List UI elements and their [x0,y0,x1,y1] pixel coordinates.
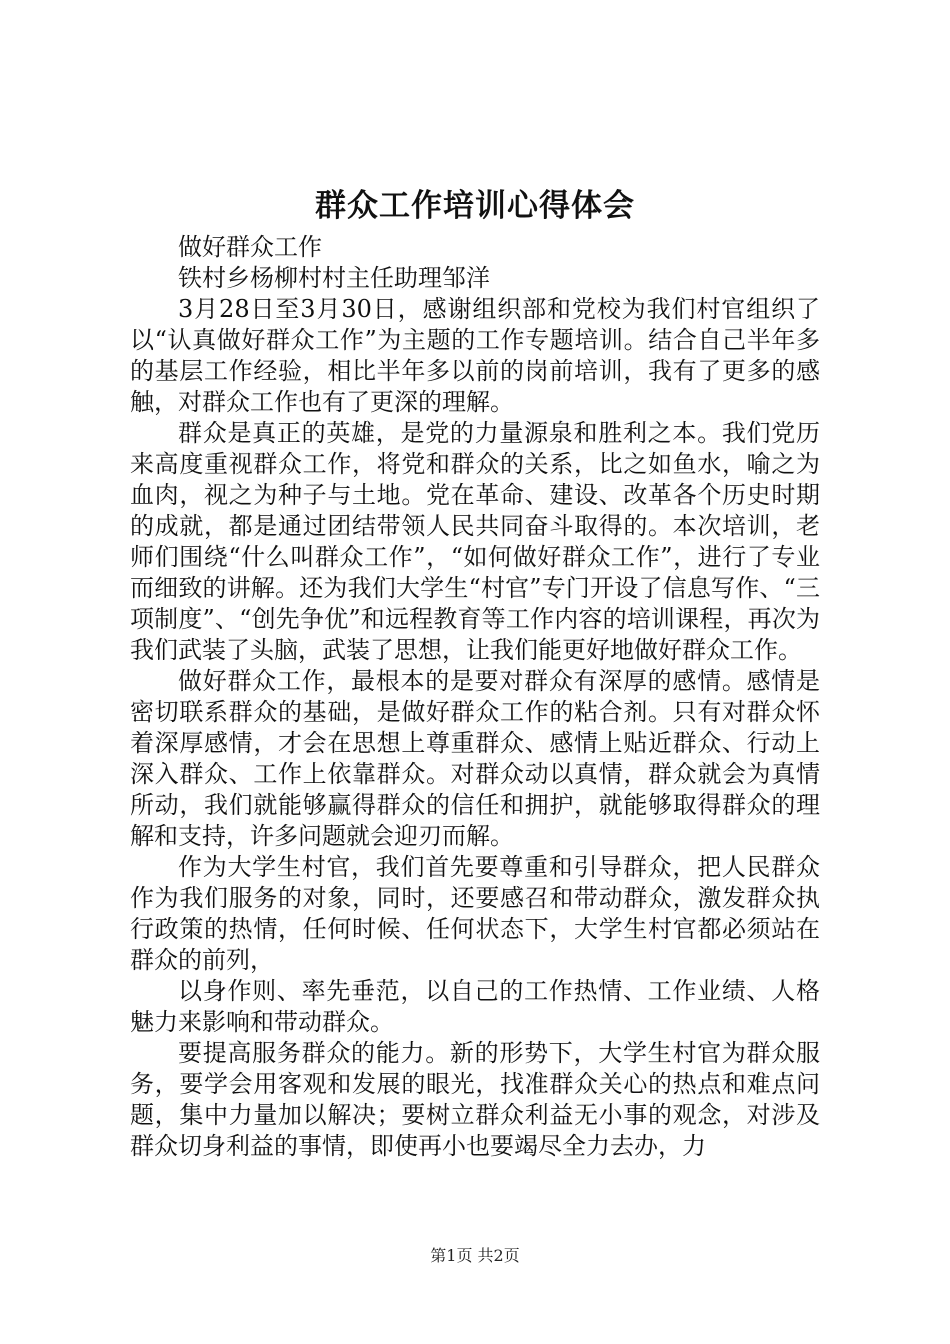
document-body [130,232,820,1162]
paragraph: 以身作则、率先垂范，以自己的工作热情、工作业绩、人格魅力来影响和带动群众。 [130,977,820,1036]
page-number: 第1页 共2页 [430,1246,520,1265]
paragraph: 做好群众工作，最根本的是要对群众有深厚的感情。感情是密切联系群众的基础，是做好群众工作的粘合剂。只有对群众怀着深厚感情，才会在思想上尊重群众、感情上贴近群众、行动上深入群众、工作上依靠群众。对群众动以真情，群众就会为真情所动，我们就能够赢得群众的信任和拥护，就能够取得群众的理解和支持，许多问题就会迎刃而解。 [130,667,820,850]
paragraph: 3月28日至3月30日，感谢组织部和党校为我们村官组织了以“认真做好群众工作”为主题的工作专题培训。结合自己半年多的基层工作经验，相比半年多以前的岗前培训，我有了更多的感触，对群众工作也有了更深的理解。 [130,295,820,416]
paragraph: 要提高服务群众的能力。新的形势下，大学生村官为群众服务，要学会用客观和发展的眼光，找准群众关心的热点和难点问题，集中力量加以解决；要树立群众利益无小事的观念，对涉及群众切身利益的事情，即使再小也要竭尽全力去办，力 [130,1039,820,1160]
paragraph-subtitle: 做好群众工作 [178,233,322,261]
paragraph: 作为大学生村官，我们首先要尊重和引导群众，把人民群众作为我们服务的对象，同时，还要感召和带动群众，激发群众执行政策的热情，任何时候、任何状态下，大学生村官都必须站在群众的前列， [130,853,820,974]
page-title: 群众工作培训心得体会 [315,188,635,224]
paragraph: 群众是真正的英雄，是党的力量源泉和胜利之本。我们党历来高度重视群众工作，将党和群众的关系，比之如鱼水，喻之为血肉，视之为种子与土地。党在革命、建设、改革各个历史时期的成就，都是通过团结带领人民共同奋斗取得的。本次培训，老师们围绕“什么叫群众工作”，“如何做好群众工作”，进行了专业而细致的讲解。还为我们大学生“村官”专门开设了信息写作、“三项制度”、“创先争优”和远程教育等工作内容的培训课程，再次为我们武装了头脑，武装了思想，让我们能更好地做好群众工作。 [130,419,820,664]
paragraph-author: 铁村乡杨柳村村主任助理邹洋 [178,264,490,292]
